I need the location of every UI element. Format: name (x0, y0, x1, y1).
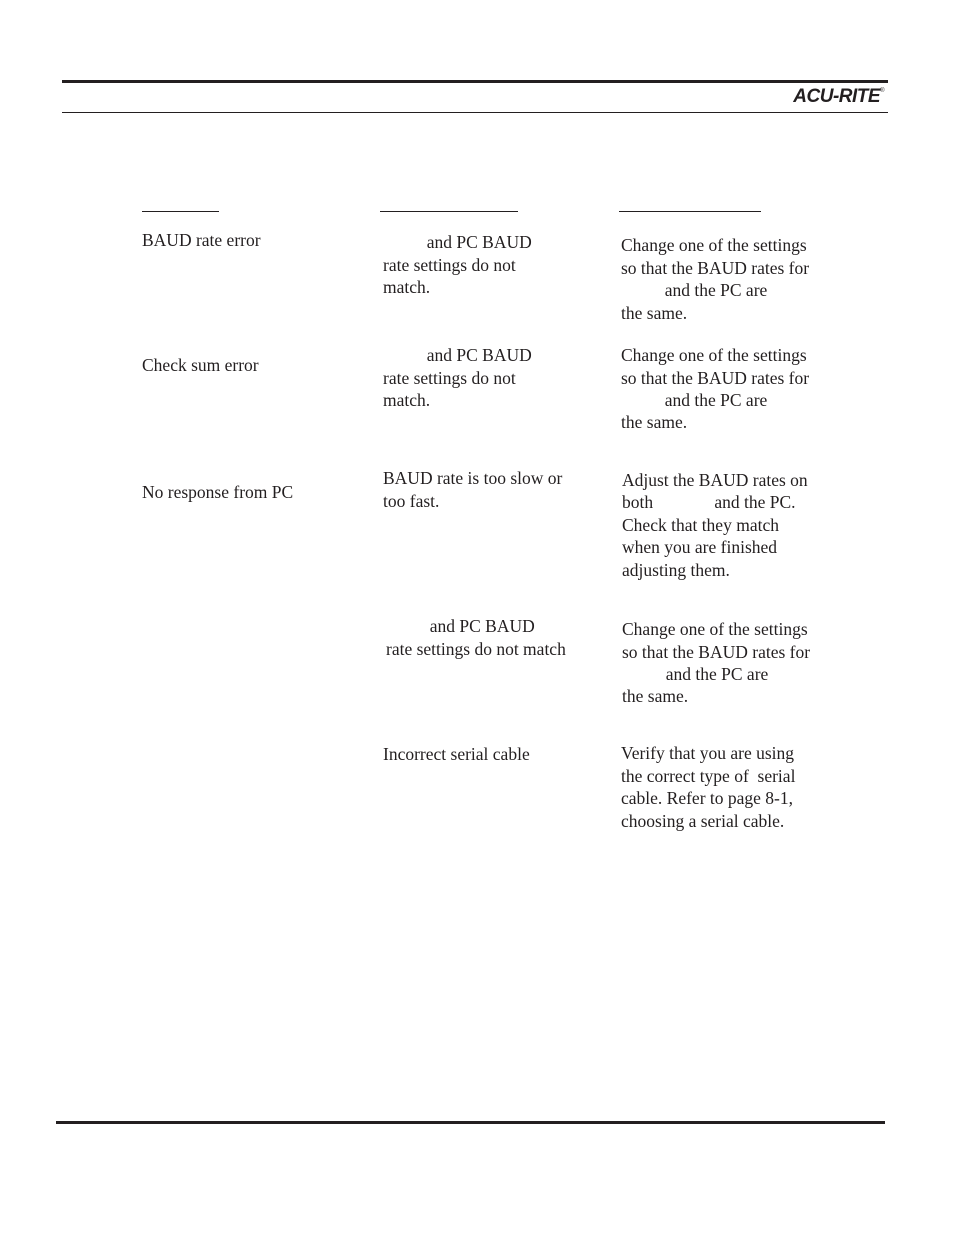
row-3-problem: No response from PC (142, 482, 294, 502)
row-1-problem: BAUD rate error (142, 230, 261, 250)
row-3-solution-line-2: both and the PC. (622, 492, 796, 512)
row-2-solution-line-1: Change one of the settings (621, 345, 807, 365)
row-4-solution-line-3: and the PC are (622, 664, 769, 684)
row-1-cause-line-2: rate settings do not (383, 255, 516, 275)
row-2-solution-line-2: so that the BAUD rates for (621, 368, 810, 388)
cause-column-underline (380, 211, 518, 212)
problem-column-underline (142, 211, 219, 212)
row-2-solution-line-3: and the PC are (621, 390, 768, 410)
row-4-solution-line-4: the same. (622, 686, 689, 706)
row-3-cause-line-2: too fast. (383, 491, 440, 511)
row-5-solution-line-2: the correct type of serial (621, 766, 796, 786)
header-rule-thick (62, 80, 888, 83)
row-3-solution-line-1: Adjust the BAUD rates on (622, 470, 808, 490)
row-3-cause-line-1: BAUD rate is too slow or (383, 468, 563, 488)
logo-text: ACU-RITE (793, 86, 881, 107)
row-4-cause-line-2: rate settings do not match (386, 639, 566, 659)
row-1-solution-line-2: so that the BAUD rates for (621, 258, 810, 278)
row-2-cause-line-3: match. (383, 390, 431, 410)
acu-rite-logo (793, 86, 884, 108)
row-3-solution-line-5: adjusting them. (622, 560, 730, 580)
row-5-solution-line-1: Verify that you are using (621, 743, 795, 763)
row-4-solution-line-2: so that the BAUD rates for (622, 642, 811, 662)
row-1-solution-line-3: and the PC are (621, 280, 768, 300)
row-2-solution-line-4: the same. (621, 412, 688, 432)
row-1-solution-line-4: the same. (621, 303, 688, 323)
row-4-cause-line-1: and PC BAUD (386, 616, 535, 636)
row-3-solution-line-4: when you are finished (622, 537, 778, 557)
header-rule-thin (62, 112, 888, 113)
row-4-solution-line-1: Change one of the settings (622, 619, 808, 639)
row-5-solution-line-4: choosing a serial cable. (621, 811, 785, 831)
row-5-solution-line-3: cable. Refer to page 8-1, (621, 788, 794, 808)
row-3-solution-line-3: Check that they match (622, 515, 779, 535)
row-1-cause-line-3: match. (383, 277, 431, 297)
row-2-cause-line-1: and PC BAUD (383, 345, 532, 365)
footer-rule (56, 1121, 885, 1124)
row-1-solution-line-1: Change one of the settings (621, 235, 807, 255)
registered-mark: ® (880, 88, 884, 94)
solution-column-underline (619, 211, 761, 212)
row-2-problem: Check sum error (142, 355, 259, 375)
row-5-cause-line-1: Incorrect serial cable (383, 744, 530, 764)
row-2-cause-line-2: rate settings do not (383, 368, 516, 388)
row-1-cause-line-1: and PC BAUD (383, 232, 532, 252)
